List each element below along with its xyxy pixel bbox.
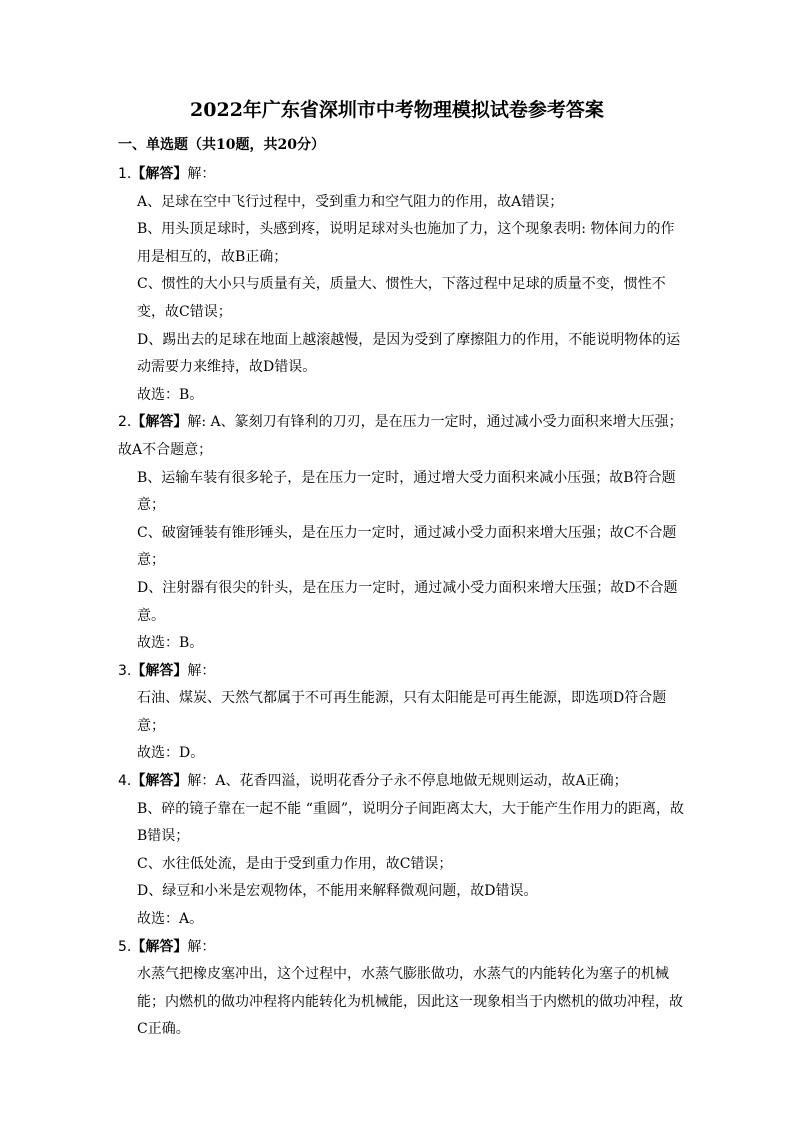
question-number: 5. bbox=[118, 938, 132, 955]
section-heading: 一、单选题（共10题，共20分） bbox=[118, 137, 325, 153]
answer-tag: 【解答】 bbox=[131, 414, 188, 431]
answer-body bbox=[118, 161, 688, 1044]
paragraph: C、惯性的大小只与质量有关，质量大、惯性大，下落过程中足球的质量不变，惯性不变，故C错误； bbox=[137, 276, 666, 320]
question-2 bbox=[118, 409, 688, 657]
question-lead: 解： bbox=[187, 166, 216, 182]
question-header bbox=[118, 768, 688, 796]
answer-choice: 故选：B。 bbox=[137, 386, 204, 403]
question-number: 4. bbox=[118, 773, 132, 790]
question-number: 1. bbox=[118, 166, 132, 182]
question-1 bbox=[118, 161, 688, 409]
page-title: 2022年广东省深圳市中考物理模拟试卷参考答案 bbox=[190, 99, 604, 121]
paragraph: 石油、煤炭、天然气都属于不可再生能源，只有太阳能是可再生能源，即选项D符合题意； bbox=[137, 690, 667, 734]
answer-tag: 【解答】 bbox=[131, 166, 188, 182]
question-4 bbox=[118, 768, 688, 934]
paragraph: D、绿豆和小米是宏观物体，不能用来解释微观问题，故D错误。 bbox=[137, 883, 538, 900]
paragraph: D、踢出去的足球在地面上越滚越慢，是因为受到了摩擦阻力的作用，不能说明物体的运动需要力来维持，故D错误。 bbox=[137, 331, 681, 376]
answer-tag: 【解答】 bbox=[131, 662, 188, 679]
question-5 bbox=[118, 934, 688, 1044]
question-header bbox=[118, 658, 688, 686]
question-header bbox=[118, 161, 688, 189]
answer-choice: 故选：D。 bbox=[137, 745, 205, 762]
answer-choice: 故选：A。 bbox=[137, 911, 204, 928]
paragraph: B、运输车装有很多轮子，是在压力一定时，通过增大受力面积来减小压强；故B符合题意； bbox=[137, 469, 676, 514]
paragraph: C、水往低处流，是由于受到重力作用，故C错误； bbox=[137, 855, 453, 872]
question-lead: 解：A、花香四溢，说明花香分子永不停息地做无规则运动，故A正确； bbox=[187, 773, 628, 790]
question-lead: 解： bbox=[187, 938, 216, 955]
question-number: 3. bbox=[118, 662, 132, 679]
answer-choice: 故选：B。 bbox=[137, 635, 204, 652]
question-header bbox=[118, 934, 688, 962]
question-3 bbox=[118, 658, 688, 768]
answer-tag: 【解答】 bbox=[131, 938, 188, 955]
paragraph: B、碎的镜子靠在一起不能 “重圆”，说明分子间距离太大，大于能产生作用力的距离，故B错误； bbox=[137, 800, 685, 845]
answer-tag: 【解答】 bbox=[131, 773, 188, 790]
question-lead: 解： bbox=[187, 662, 216, 679]
paragraph: D、注射器有很尖的针头，是在压力一定时，通过减小受力面积来增大压强；故D不合题意。 bbox=[137, 579, 678, 624]
question-number: 2. bbox=[118, 414, 132, 431]
paragraph: A、足球在空中飞行过程中，受到重力和空气阻力的作用，故A错误； bbox=[137, 193, 564, 210]
paragraph: C、破窗锤装有锥形锤头，是在压力一定时，通过减小受力面积来增大压强；故C不合题意； bbox=[137, 524, 677, 569]
question-lead: 解: A、篆刻刀有锋利的刀刃，是在压力一定时，通过减小受力面积来增大压强；故A不合题意； bbox=[118, 414, 683, 458]
paragraph: 水蒸气把橡皮塞冲出，这个过程中，水蒸气膨胀做功，水蒸气的内能转化为塞子的机械能；内燃机的做功冲程将内能转化为机械能，因此这一现象相当于内燃机的做功冲程，故C正确。 bbox=[137, 966, 683, 1038]
question-header bbox=[118, 409, 688, 464]
paragraph: B、用头顶足球时，头感到疼，说明足球对头也施加了力，这个现象表明: 物体间力的作用是相互的，故B正确； bbox=[137, 221, 675, 265]
